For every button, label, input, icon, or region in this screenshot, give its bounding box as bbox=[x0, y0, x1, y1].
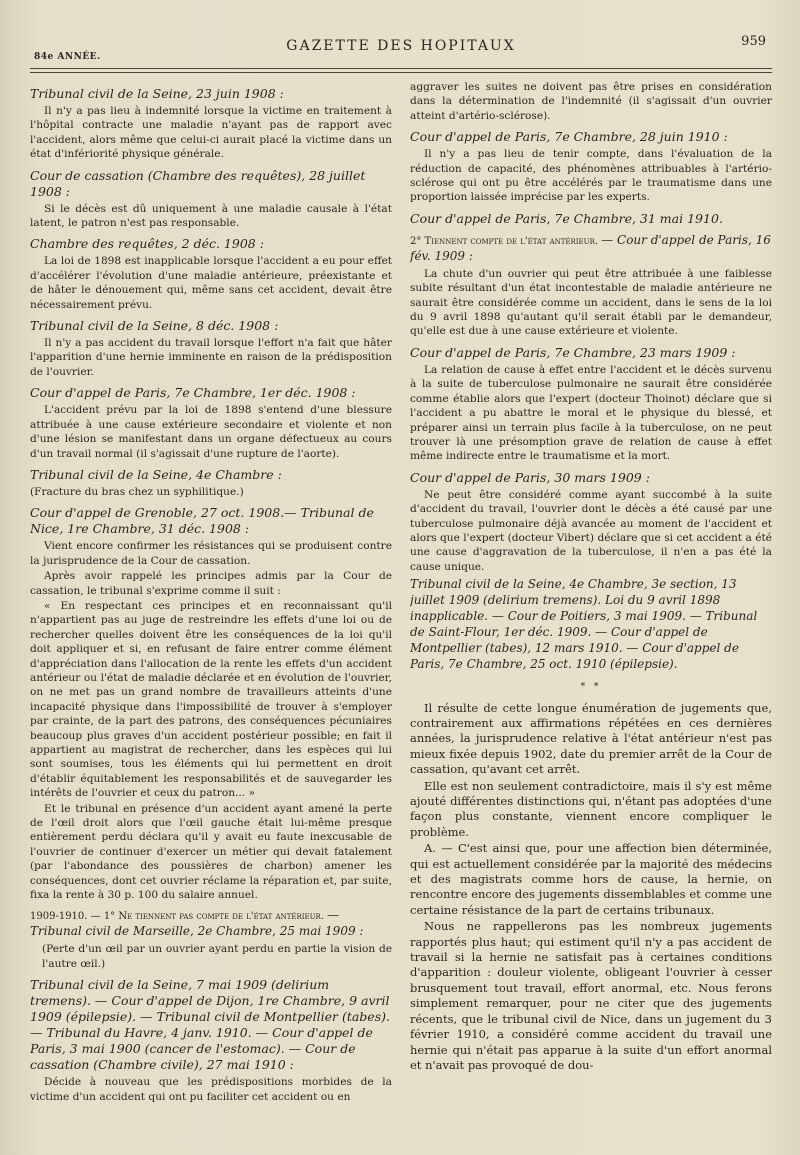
paragraph: Il n'y a pas accident du travail lorsque l'effort n'a fait que hâter l'apparition d'une hernie imminente en raison de la prédisposition de l'ouvrier. bbox=[30, 337, 392, 378]
commentary-paragraph: Nous ne rappellerons pas les nombreux jugements rapportés plus haut; qui estiment qu'il n'y a pas accident de travail si la hernie ne satisfait pas à certaines conditions d'apparition : douleur violente, obligeant l'ouvrier à cesser brusquement tout travail, effort anormal, etc. Nous ferons simplement remarquer, pour ne citer que des jugements récents, que le tribunal civil de Nice, dans un jugement du 3 février 1910, a considéré comme accident du travail une hernie qui n'était pas apparue à la suite d'un effort anormal et n'avait pas provoqué de dou- bbox=[410, 919, 772, 1072]
edition-year: 84e ANNÉE. bbox=[34, 52, 101, 62]
section-heading bbox=[30, 908, 392, 939]
paragraph: Et le tribunal en présence d'un accident ayant amené la perte de l'œil droit alors que l'œil gauche était lui-même presque entièrement perdu déclara qu'il y avait eu faute inexcusable de l'ouvrier de continuer d'exercer un métier qui devait fatalement (par l'abondance des poussières de charbon) amener les conséquences, dont cet ouvrier réclame la réparation et, par suite, fixa la rente à 30 p. 100 du salaire annuel. bbox=[30, 802, 392, 902]
paragraph: La loi de 1898 est inapplicable lorsque l'accident a eu pour effet d'accélérer l'évolution d'une maladie antérieure, préexistante et de hâter le dénouement qui, même sans cet accident, devait être nécessairement prévu. bbox=[30, 255, 392, 311]
court-reference: — Tribunal civil de Marseille, 2e Chambre, 25 mai 1909 : bbox=[30, 908, 364, 939]
commentary-paragraph: Elle est non seulement contradictoire, mais il s'y est même ajouté différentes distinctions qui, n'étant pas adoptées d'une façon plus constante, viennent encore compliquer le problème. bbox=[410, 778, 772, 839]
header-rule-bottom bbox=[30, 72, 772, 73]
paragraph: Si le décès est dû uniquement à une maladie causale à l'état latent, le patron n'est pas responsable. bbox=[30, 202, 392, 230]
case-heading: Cour d'appel de Paris, 7e Chambre, 31 mai 1910. bbox=[410, 210, 723, 226]
paragraph: Décide à nouveau que les prédispositions morbides de la victime d'un accident qui ont pu faciliter cet accident ou en bbox=[30, 1076, 392, 1103]
paragraph: L'accident prévu par la loi de 1898 s'entend d'une blessure attribuée à une cause extérieure secondaire et violente et non d'une lésion se manifestant dans un organe défectueux au cours d'un travail normal (il s'agissait d'une rupture de l'aorte). bbox=[30, 404, 392, 460]
section-heading bbox=[410, 233, 772, 264]
case-heading: Tribunal civil de la Seine, 4e Chambre, 3e section, 13 juillet 1909 (delirium tremens). Loi du 9 avril 1898 inapplicable. — Cour de Poitiers, 3 mai 1909. — Tribunal de Saint-Flour, 1er déc. 1909. — Cour d'appel de Montpellier (tabes), 12 mars 1910. — Cour d'appel de Paris, 7e Chambre, 25 oct. 1910 (épilepsie). bbox=[410, 577, 758, 672]
case-heading: Tribunal civil de la Seine, 23 juin 1908 : bbox=[30, 86, 284, 101]
case-heading: Cour d'appel de Paris, 7e Chambre, 28 juin 1910 : bbox=[410, 129, 728, 145]
paragraph: Ne peut être considéré comme ayant succombé à la suite d'accident du travail, l'ouvrier dont le décès a été causé par une tuberculose pulmonaire déjà avancée au moment de l'accident et alors que l'expert (docteur Vibert) déclare que si cet accident a été une cause d'aggravation de la tuberculose, il n'en a pas été la cause unique. bbox=[410, 488, 772, 573]
case-heading: Cour d'appel de Paris, 30 mars 1909 : bbox=[410, 469, 650, 485]
court-reference: — Cour d'appel de Paris, 16 fév. 1909 : bbox=[410, 232, 771, 263]
paragraph: La relation de cause à effet entre l'accident et le décès survenu à la suite de tuberculose pulmonaire ne saurait être considérée comme établie alors que l'expert (docteur Thoinot) déclare que si l'accident a pu abattre le moral et le physique du blessé, et préparer ainsi un terrain plus facile à la tuberculose, on ne peut trouver là une présomption grave de relation de cause à effet même indirecte entre le traumatisme et la mort. bbox=[410, 363, 772, 463]
page-header bbox=[30, 32, 772, 72]
header-rule-top bbox=[30, 68, 772, 69]
paragraph: Après avoir rappelé les principes admis par la Cour de cassation, le tribunal s'exprime comme il suit : bbox=[30, 570, 392, 597]
commentary-paragraph: A. — C'est ainsi que, pour une affection bien déterminée, qui est actuellement considérée par la majorité des médecins et des magistrats comme hors de cause, la hernie, on rencontre encore des jugements dissemblables et comme une certaine résistance de la part de certains tribunaux. bbox=[410, 841, 772, 917]
commentary-paragraph: Il résulte de cette longue énumération de jugements que, contrairement aux affirmations répétées en ces dernières années, la jurisprudence relative à l'état antérieur n'est pas mieux fixée depuis 1902, date du premier arrêt de la Cour de cassation, qu'avant cet arrêt. bbox=[410, 700, 772, 777]
case-heading: Tribunal civil de la Seine, 8 déc. 1908 : bbox=[30, 318, 279, 334]
paragraph: « En respectant ces principes et en reconnaissant qu'il n'appartient pas au juge de restreindre les effets d'une loi ou de rechercher quelles doivent être les conséquences de la loi qu'il doit appliquer et si, en refusant de faire entrer comme élément d'appréciation dans l'allocation de la rente les effets d'un accident antérieur ou l'état de maladie déclarée et en évolution de l'ouvrier, on ne met pas un grand nombre de travailleurs atteints d'une incapacité physique dans l'impossibilité de trouver à s'employer par crainte, de la part des patrons, des conséquences pécuniaires beaucoup plus graves d'un accident postérieur possible; en fait il appartient au magistrat de rechercher, dans les espèces qui lui sont soumises, tous les éléments qui lui permettent en droit d'établir équitablement les responsabilités et de sauvegarder les intérêts de l'ouvrier et ceux du patron... » bbox=[30, 599, 392, 800]
paragraph: La chute d'un ouvrier qui peut être attribuée à une faiblesse subite résultant d'un état incontestable de maladie antérieure ne saurait être considérée comme un accident, dans le sens de la loi du 9 avril 1898 qu'autant qu'il serait établi par le demandeur, qu'elle est due à une cause extérieure et violente. bbox=[410, 267, 772, 338]
case-heading: Cour d'appel de Paris, 7e Chambre, 23 mars 1909 : bbox=[410, 344, 736, 360]
section-number: 2° Tiennent compte de l'état antérieur. bbox=[410, 235, 602, 247]
case-heading: Tribunal civil de la Seine, 4e Chambre : bbox=[30, 466, 282, 482]
left-column bbox=[30, 80, 392, 1141]
case-heading: Tribunal civil de la Seine, 7 mai 1909 (delirium tremens). — Cour d'appel de Dijon, 1re Chambre, 9 avril 1909 (épilepsie). — Tribunal civil de Montpellier (tabes). — Tribunal du Havre, 4 janv. 1910. — Cour d'appel de Paris, 3 mai 1900 (cancer de l'estomac). — Cour de cassation (Chambre civile), 27 mai 1910 : bbox=[30, 977, 390, 1073]
right-column bbox=[410, 80, 772, 1141]
journal-title: GAZETTE DES HOPITAUX bbox=[286, 38, 516, 54]
case-heading: Cour d'appel de Paris, 7e Chambre, 1er déc. 1908 : bbox=[30, 385, 356, 401]
case-note: (Perte d'un œil par un ouvrier ayant perdu en partie la vision de l'autre œil.) bbox=[42, 943, 392, 970]
paragraph: Vient encore confirmer les résistances qui se produisent contre la jurisprudence de la Cour de cassation. bbox=[30, 540, 392, 567]
case-heading: Cour d'appel de Grenoble, 27 oct. 1908.— Tribunal de Nice, 1re Chambre, 31 déc. 1908 : bbox=[30, 505, 374, 537]
section-separator: * * bbox=[580, 682, 602, 693]
paragraph: Il n'y a pas lieu de tenir compte, dans l'évaluation de la réduction de capacité, des phénomènes attribuables à l'artério-sclérose qui ont pu être accélérés par le traumatisme dans une proportion laissée imprécise par les experts. bbox=[410, 148, 772, 204]
page-number: 959 bbox=[741, 34, 766, 49]
paragraph: aggraver les suites ne doivent pas être prises en considération dans la détermination de l'indemnité (il s'agissait d'un ouvrier atteint d'artério-sclérose). bbox=[410, 81, 772, 122]
case-heading: Cour de cassation (Chambre des requêtes), 28 juillet 1908 : bbox=[30, 167, 366, 199]
section-number: 1909-1910. — 1° Ne tiennent pas compte de l'état antérieur. bbox=[30, 911, 328, 923]
text-columns bbox=[30, 80, 772, 1141]
case-note: (Fracture du bras chez un syphilitique.) bbox=[30, 485, 244, 498]
case-heading: Chambre des requêtes, 2 déc. 1908 : bbox=[30, 236, 264, 252]
paragraph: Il n'y a pas lieu à indemnité lorsque la victime en traitement à l'hôpital contracte une maladie n'ayant pas de rapport avec l'accident, alors même que celui-ci aurait placé la victime dans un état d'infériorité physique générale. bbox=[30, 105, 392, 161]
